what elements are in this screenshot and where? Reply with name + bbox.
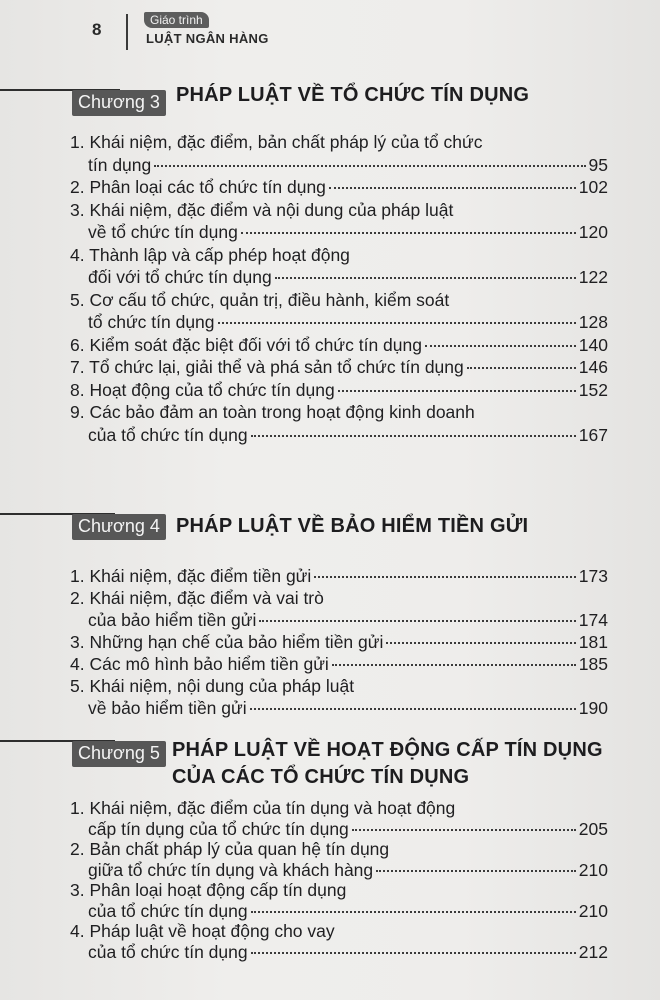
toc-entry-text: 7. Tổ chức lại, giải thể và phá sản tổ chức tín dụng	[70, 357, 464, 377]
toc-page-number: 140	[578, 334, 608, 355]
toc-entry-text: của bảo hiểm tiền gửi	[88, 610, 257, 630]
toc-entry	[70, 653, 608, 675]
toc-page-number: 152	[578, 379, 608, 400]
toc-page-number: 95	[588, 154, 608, 175]
dot-leader	[275, 277, 576, 279]
chapter-badge: Chương 5	[72, 741, 166, 767]
toc-entry	[70, 798, 608, 839]
toc-page-number: 167	[578, 424, 608, 445]
toc-entry	[70, 921, 608, 962]
dot-leader	[251, 952, 576, 954]
toc-entry-text: 3. Những hạn chế của bảo hiểm tiền gửi	[70, 632, 384, 652]
dot-leader	[352, 829, 576, 831]
dot-leader	[386, 642, 575, 644]
header-divider	[126, 14, 128, 50]
dot-leader	[259, 620, 575, 622]
chapter-title-line: PHÁP LUẬT VỀ BẢO HIỂM TIỀN GỬI	[176, 515, 529, 537]
toc-entry-text: 4. Các mô hình bảo hiểm tiền gửi	[70, 654, 329, 674]
toc-page-number: 122	[578, 267, 608, 287]
toc-entry-text: của tổ chức tín dụng	[88, 941, 248, 962]
toc-entry-text: tổ chức tín dụng	[88, 312, 215, 332]
dot-leader	[332, 664, 576, 666]
chapter-title-line: PHÁP LUẬT VỀ HOẠT ĐỘNG CẤP TÍN DỤNG	[172, 739, 603, 761]
toc-entry	[70, 131, 608, 176]
toc-entry	[70, 356, 608, 379]
dot-leader	[241, 232, 576, 234]
toc-entry-text: giữa tổ chức tín dụng và khách hàng	[88, 859, 374, 880]
toc-page-number: 120	[578, 222, 608, 242]
toc-entry	[70, 401, 608, 446]
toc-page-number: 190	[578, 698, 608, 718]
chapter-title	[176, 513, 528, 540]
toc-page-number: 212	[578, 941, 608, 962]
dot-leader	[154, 165, 585, 167]
dot-leader	[218, 322, 576, 324]
dot-leader	[376, 870, 576, 872]
toc-chapter-3	[70, 131, 608, 446]
toc-entry-text: 4. Thành lập và cấp phép hoạt động	[70, 244, 350, 265]
toc-entry	[70, 289, 608, 334]
dot-leader	[250, 708, 576, 710]
toc-entry	[70, 587, 608, 631]
chapter-title	[176, 82, 529, 109]
toc-entry-text: 4. Pháp luật về hoạt động cho vay	[70, 921, 335, 941]
dot-leader	[314, 576, 576, 578]
toc-entry	[70, 839, 608, 880]
toc-page-number: 185	[578, 654, 608, 674]
toc-entry-text: 1. Khái niệm, đặc điểm, bản chất pháp lý của tổ chức	[70, 132, 483, 152]
toc-page-number: 181	[578, 632, 608, 652]
toc-entry-text: 2. Khái niệm, đặc điểm và vai trò	[70, 588, 324, 608]
toc-entry-text: về tổ chức tín dụng	[88, 222, 238, 242]
toc-entry-text: cấp tín dụng của tổ chức tín dụng	[88, 818, 349, 839]
chapter-title	[172, 737, 603, 791]
dot-leader	[251, 911, 576, 913]
toc-page-number: 128	[578, 312, 608, 332]
chapter-badge: Chương 4	[72, 514, 166, 540]
toc-entry-text: 1. Khái niệm, đặc điểm của tín dụng và hoạt động	[70, 798, 456, 818]
toc-chapter-5	[70, 798, 608, 962]
toc-entry-text: 5. Cơ cấu tổ chức, quản trị, điều hành, kiểm soát	[70, 289, 450, 310]
toc-page-number: 173	[578, 566, 608, 586]
chapter-title-line: CỦA CÁC TỔ CHỨC TÍN DỤNG	[172, 766, 470, 788]
toc-entry	[70, 199, 608, 244]
toc-entry-text: 2. Bản chất pháp lý của quan hệ tín dụng	[70, 839, 390, 859]
toc-entry	[70, 334, 608, 357]
toc-page-number: 205	[578, 818, 608, 839]
toc-entry-text: 1. Khái niệm, đặc điểm tiền gửi	[70, 566, 312, 586]
toc-page-number: 174	[578, 610, 608, 630]
toc-entry	[70, 631, 608, 653]
book-title: LUẬT NGÂN HÀNG	[146, 31, 269, 46]
dot-leader	[251, 435, 576, 437]
toc-page-number: 210	[578, 900, 608, 921]
chapter-badge: Chương 3	[72, 90, 166, 116]
toc-page-number: 210	[578, 859, 608, 880]
toc-entry-text: của tổ chức tín dụng	[88, 900, 248, 921]
toc-page-number: 102	[578, 177, 608, 197]
toc-page-number: 146	[578, 357, 608, 377]
toc-entry	[70, 880, 608, 921]
toc-chapter-4	[70, 565, 608, 719]
toc-entry-text: 3. Phân loại hoạt động cấp tín dụng	[70, 880, 347, 900]
toc-entry-text: 6. Kiểm soát đặc biệt đối với tổ chức tín dụng	[70, 334, 422, 355]
toc-entry	[70, 675, 608, 719]
toc-entry-text: tín dụng	[88, 154, 152, 175]
dot-leader	[467, 367, 576, 369]
dot-leader	[338, 390, 576, 392]
series-badge: Giáo trình	[144, 12, 209, 28]
toc-entry-text: về bảo hiểm tiền gửi	[88, 698, 247, 718]
toc-entry	[70, 565, 608, 587]
chapter-title-line: PHÁP LUẬT VỀ TỔ CHỨC TÍN DỤNG	[176, 84, 530, 106]
toc-entry	[70, 176, 608, 199]
toc-entry-text: 5. Khái niệm, nội dung của pháp luật	[70, 676, 355, 696]
toc-entry-text: đối với tổ chức tín dụng	[88, 267, 272, 287]
toc-entry	[70, 244, 608, 289]
toc-entry-text: 2. Phân loại các tổ chức tín dụng	[70, 177, 326, 197]
page-number: 8	[92, 20, 102, 39]
toc-entry	[70, 379, 608, 402]
toc-entry-text: 9. Các bảo đảm an toàn trong hoạt động kinh doanh	[70, 402, 475, 422]
dot-leader	[329, 187, 576, 189]
dot-leader	[425, 345, 576, 347]
toc-entry-text: 8. Hoạt động của tổ chức tín dụng	[70, 379, 335, 400]
toc-entry-text: 3. Khái niệm, đặc điểm và nội dung của pháp luật	[70, 199, 454, 220]
toc-entry-text: của tổ chức tín dụng	[88, 424, 248, 445]
